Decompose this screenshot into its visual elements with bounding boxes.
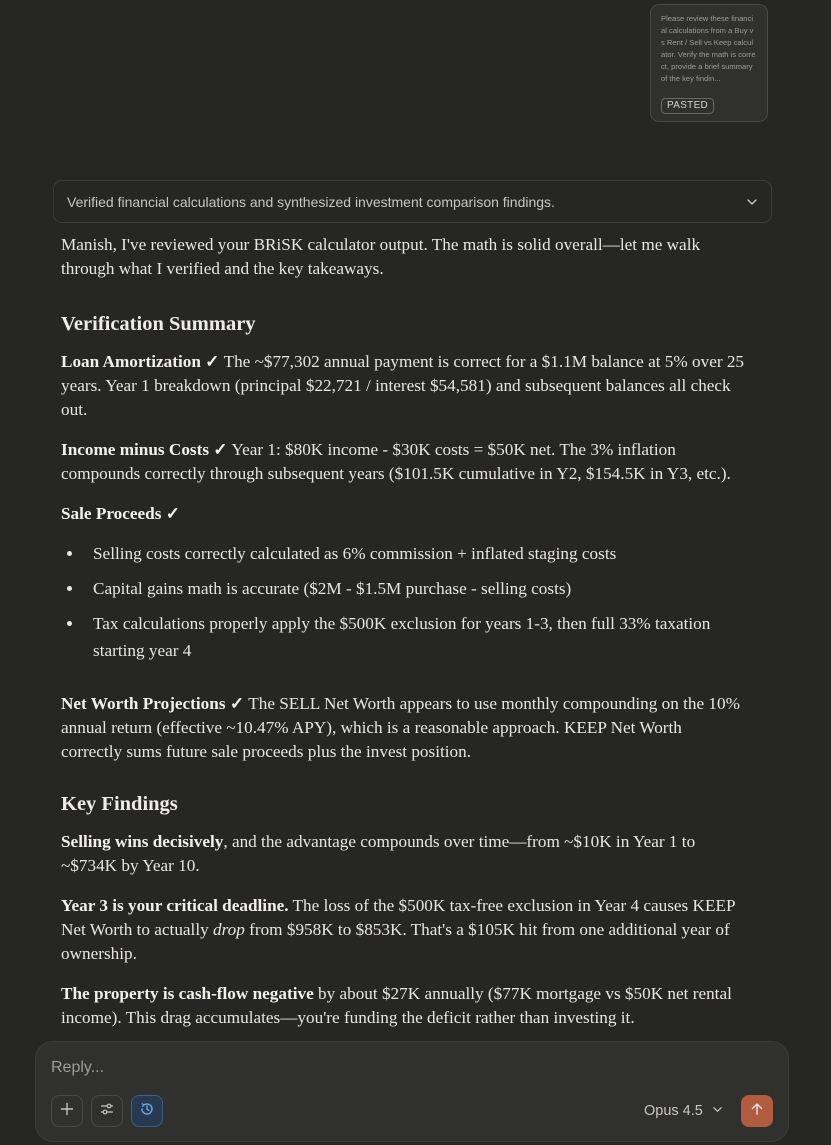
finding-text: , and the advantage compounds over time—from ~$10K in Year 1 to ~$734K by Year 10. bbox=[61, 832, 696, 875]
reply-composer bbox=[35, 1041, 789, 1142]
pasted-attachment-card[interactable] bbox=[650, 4, 768, 122]
tools-button[interactable] bbox=[91, 1095, 123, 1127]
finding-label: The property is cash-flow negative bbox=[61, 984, 314, 1003]
chevron-down-icon bbox=[746, 196, 758, 208]
loan-label: Loan Amortization ✓ bbox=[61, 352, 220, 371]
finding-text: by about $27K annually ($77K mortgage vs $50K net rental income). This drag accumulates—you're funding the deficit rather than investing it. bbox=[61, 984, 732, 1027]
extended-thinking-toggle[interactable] bbox=[131, 1095, 163, 1127]
reply-input[interactable] bbox=[51, 1056, 651, 1080]
income-label: Income minus Costs ✓ bbox=[61, 440, 228, 459]
finding-text: The loss of the $500K tax-free exclusion in Year 4 causes KEEP Net Worth to actually bbox=[61, 896, 735, 939]
sale-paragraph bbox=[61, 502, 746, 526]
model-selector[interactable] bbox=[644, 1100, 723, 1122]
send-button[interactable] bbox=[741, 1095, 773, 1127]
chevron-down-icon bbox=[712, 1103, 723, 1119]
clock-icon bbox=[139, 1101, 155, 1122]
model-name: Opus 4.5 bbox=[644, 1103, 703, 1119]
thinking-summary-text: Verified financial calculations and synthesized investment comparison findings. bbox=[67, 193, 555, 210]
findings-heading: Key Findings bbox=[61, 793, 178, 815]
finding-paragraph bbox=[61, 894, 746, 966]
finding-emphasis: drop bbox=[213, 920, 245, 939]
thinking-summary-toggle[interactable] bbox=[53, 180, 772, 223]
networth-label: Net Worth Projections ✓ bbox=[61, 694, 245, 713]
finding-label: Selling wins decisively bbox=[61, 832, 224, 851]
arrow-up-icon bbox=[750, 1102, 764, 1121]
pasted-preview-text: Please review these financial calculations from a Buy vs Rent / Sell vs Keep calculator. Verify the math is correct, provide a brief summary of the key findin... bbox=[661, 14, 756, 83]
loan-text: The ~$77,302 annual payment is correct for a $1.1M balance at 5% over 25 years. Year 1 breakdown (principal $22,721 / interest $54,581) and subsequent balances all check out. bbox=[61, 352, 745, 419]
pasted-badge: PASTED bbox=[661, 98, 714, 114]
sale-label: Sale Proceeds ✓ bbox=[61, 504, 181, 523]
plus-icon bbox=[60, 1102, 74, 1121]
income-paragraph bbox=[61, 438, 746, 486]
loan-paragraph bbox=[61, 350, 746, 422]
finding-paragraph bbox=[61, 982, 746, 1030]
sale-list bbox=[61, 540, 746, 664]
list-item: Tax calculations properly apply the $500K exclusion for years 1-3, then full 33% taxation starting year 4 bbox=[61, 610, 746, 664]
finding-label: Year 3 is your critical deadline. bbox=[61, 896, 289, 915]
networth-text: The SELL Net Worth appears to use monthly compounding on the 10% annual return (effective ~10.47% APY), which is a reasonable approach. KEEP Net Worth correctly sums future sale proceeds plus the invest position. bbox=[61, 694, 740, 761]
verification-heading: Verification Summary bbox=[61, 313, 256, 335]
response-intro: Manish, I've reviewed your BRiSK calculator output. The math is solid overall—let me walk through what I verified and the key takeaways. bbox=[61, 235, 701, 278]
finding-paragraph bbox=[61, 830, 746, 878]
finding-text: from $958K to $853K. That's a $105K hit from one additional year of ownership. bbox=[61, 920, 730, 963]
networth-paragraph bbox=[61, 692, 746, 764]
list-item: Selling costs correctly calculated as 6% commission + inflated staging costs bbox=[61, 540, 746, 567]
sliders-icon bbox=[100, 1102, 114, 1121]
list-item: Capital gains math is accurate ($2M - $1.5M purchase - selling costs) bbox=[61, 575, 746, 602]
assistant-response bbox=[61, 233, 746, 1030]
add-attachment-button[interactable] bbox=[51, 1095, 83, 1127]
income-text: Year 1: $80K income - $30K costs = $50K net. The 3% inflation compounds correctly through subsequent years ($101.5K cumulative in Y2, $154.5K in Y3, etc.). bbox=[61, 440, 731, 483]
